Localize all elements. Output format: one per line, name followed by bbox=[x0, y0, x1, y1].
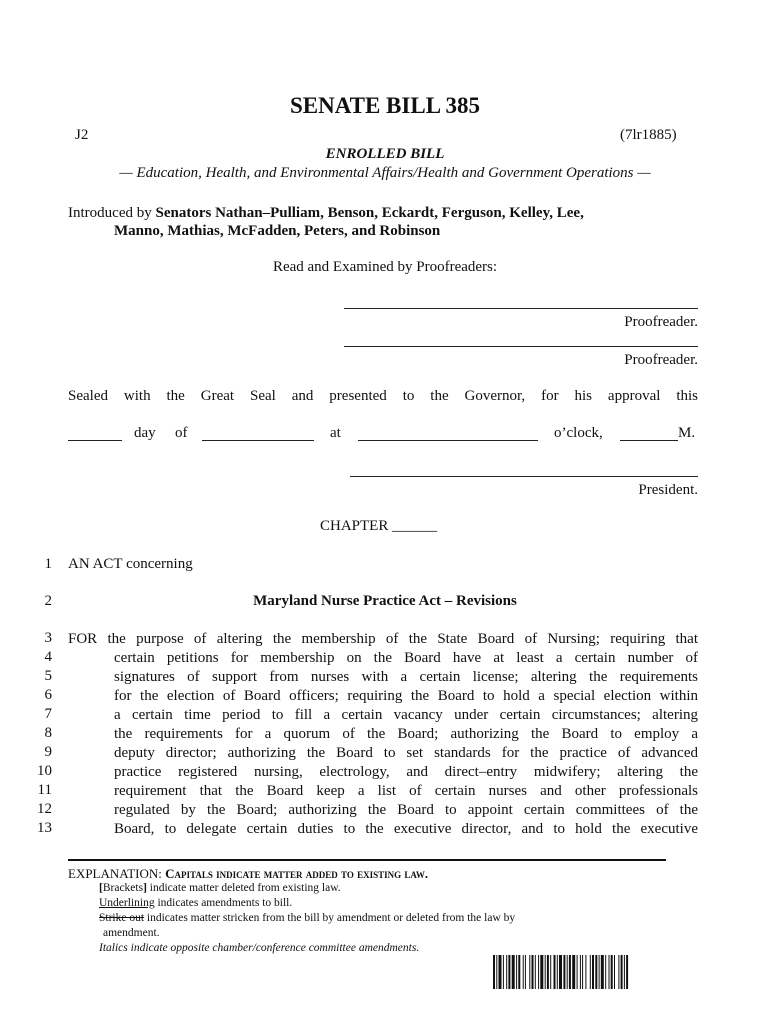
president-label: President. bbox=[638, 482, 698, 498]
act-concerning: AN ACT concerning bbox=[68, 556, 193, 572]
act-title: Maryland Nurse Practice Act – Revisions bbox=[253, 593, 517, 609]
line-number: 12 bbox=[37, 801, 52, 817]
line-number: 10 bbox=[37, 763, 52, 779]
purpose-line: Board, to delegate certain duties to the executive director, and to hold the executive bbox=[114, 821, 698, 837]
bill-title: SENATE BILL 385 bbox=[289, 93, 481, 118]
committee-line: — Education, Health, and Environmental Affairs/Health and Government Operations — bbox=[119, 165, 651, 181]
month-blank bbox=[202, 440, 314, 441]
proofreader-label-2: Proofreader. bbox=[624, 352, 698, 368]
subject-code: J2 bbox=[75, 127, 89, 143]
purpose-line: deputy director; authorizing the Board to set standards for the practice of advanced bbox=[114, 745, 698, 761]
explanation-label: EXPLANATION: bbox=[68, 866, 166, 881]
line-number: 11 bbox=[37, 782, 52, 798]
line-number: 6 bbox=[44, 687, 52, 703]
enrolled-label: ENROLLED BILL bbox=[325, 146, 445, 162]
day-blank bbox=[68, 440, 122, 441]
footer-rule bbox=[68, 859, 666, 861]
line-number: 3 bbox=[44, 630, 52, 646]
ampm-blank bbox=[620, 440, 678, 441]
drafting-code: (7lr1885) bbox=[620, 127, 677, 143]
purpose-line: a certain time period to fill a certain vacancy under certain circumstances; altering bbox=[114, 707, 698, 723]
explanation-strikeout-cont: amendment. bbox=[103, 927, 160, 939]
of-label: of bbox=[175, 425, 188, 441]
sealed-statement: Sealed with the Great Seal and presented to the Governor, for his approval this bbox=[68, 388, 698, 404]
purpose-line: certain petitions for membership on the Board have at least a certain number of bbox=[114, 650, 698, 666]
explanation-strikeout: Strike out indicates matter stricken from the bill by amendment or deleted from the law by bbox=[99, 912, 516, 924]
at-label: at bbox=[330, 425, 341, 441]
purpose-line: signatures of support from nurses with a certain license; altering the requirements bbox=[114, 669, 698, 685]
m-label: M. bbox=[678, 425, 696, 441]
oclock-label: o’clock, bbox=[554, 425, 603, 441]
explanation-italics: Italics indicate opposite chamber/conference committee amendments. bbox=[99, 942, 420, 954]
line-number: 4 bbox=[44, 649, 52, 665]
introduced-prefix: Introduced by bbox=[68, 205, 156, 221]
purpose-line: practice registered nursing, electrology, and direct–entry midwifery; altering the bbox=[114, 764, 698, 780]
day-label: day bbox=[134, 425, 156, 441]
purpose-line: for the election of Board officers; requiring the Board to hold a special election within bbox=[114, 688, 698, 704]
line-number: 2 bbox=[44, 593, 52, 609]
purpose-line: FOR the purpose of altering the membership of the State Board of Nursing; requiring that bbox=[68, 631, 698, 647]
sponsors-line-2: Manno, Mathias, McFadden, Peters, and Robinson bbox=[114, 223, 441, 239]
purpose-line: the requirements for a quorum of the Board; authorizing the Board to employ a bbox=[114, 726, 698, 742]
explanation-caps: Capitals indicate matter added to existing law. bbox=[165, 866, 429, 881]
line-number: 9 bbox=[44, 744, 52, 760]
sponsors-line-1: Senators Nathan–Pulliam, Benson, Eckardt, Ferguson, Kelley, Lee, bbox=[155, 205, 584, 221]
explanation-brackets: [Brackets] indicate matter deleted from existing law. bbox=[99, 882, 341, 894]
explanation-underlining: Underlining indicates amendments to bill. bbox=[99, 897, 293, 909]
line-number: 5 bbox=[44, 668, 52, 684]
explanation-heading bbox=[68, 866, 428, 882]
introduced-by bbox=[68, 204, 700, 240]
read-examined: Read and Examined by Proofreaders: bbox=[272, 259, 498, 275]
line-number: 8 bbox=[44, 725, 52, 741]
proofreader-signature-line-1 bbox=[344, 308, 698, 309]
time-blank bbox=[358, 440, 538, 441]
line-number: 13 bbox=[37, 820, 52, 836]
purpose-line: requirement that the Board keep a list of certain nurses and other professionals bbox=[114, 783, 698, 799]
proofreader-signature-line-2 bbox=[344, 346, 698, 347]
line-number: 1 bbox=[44, 556, 52, 572]
line-number: 7 bbox=[44, 706, 52, 722]
chapter-label: CHAPTER ______ bbox=[320, 518, 438, 534]
purpose-line: regulated by the Board; authorizing the Board to appoint certain committees of the bbox=[114, 802, 698, 818]
proofreader-label-1: Proofreader. bbox=[624, 314, 698, 330]
barcode-icon bbox=[493, 955, 681, 989]
president-signature-line bbox=[350, 476, 698, 477]
